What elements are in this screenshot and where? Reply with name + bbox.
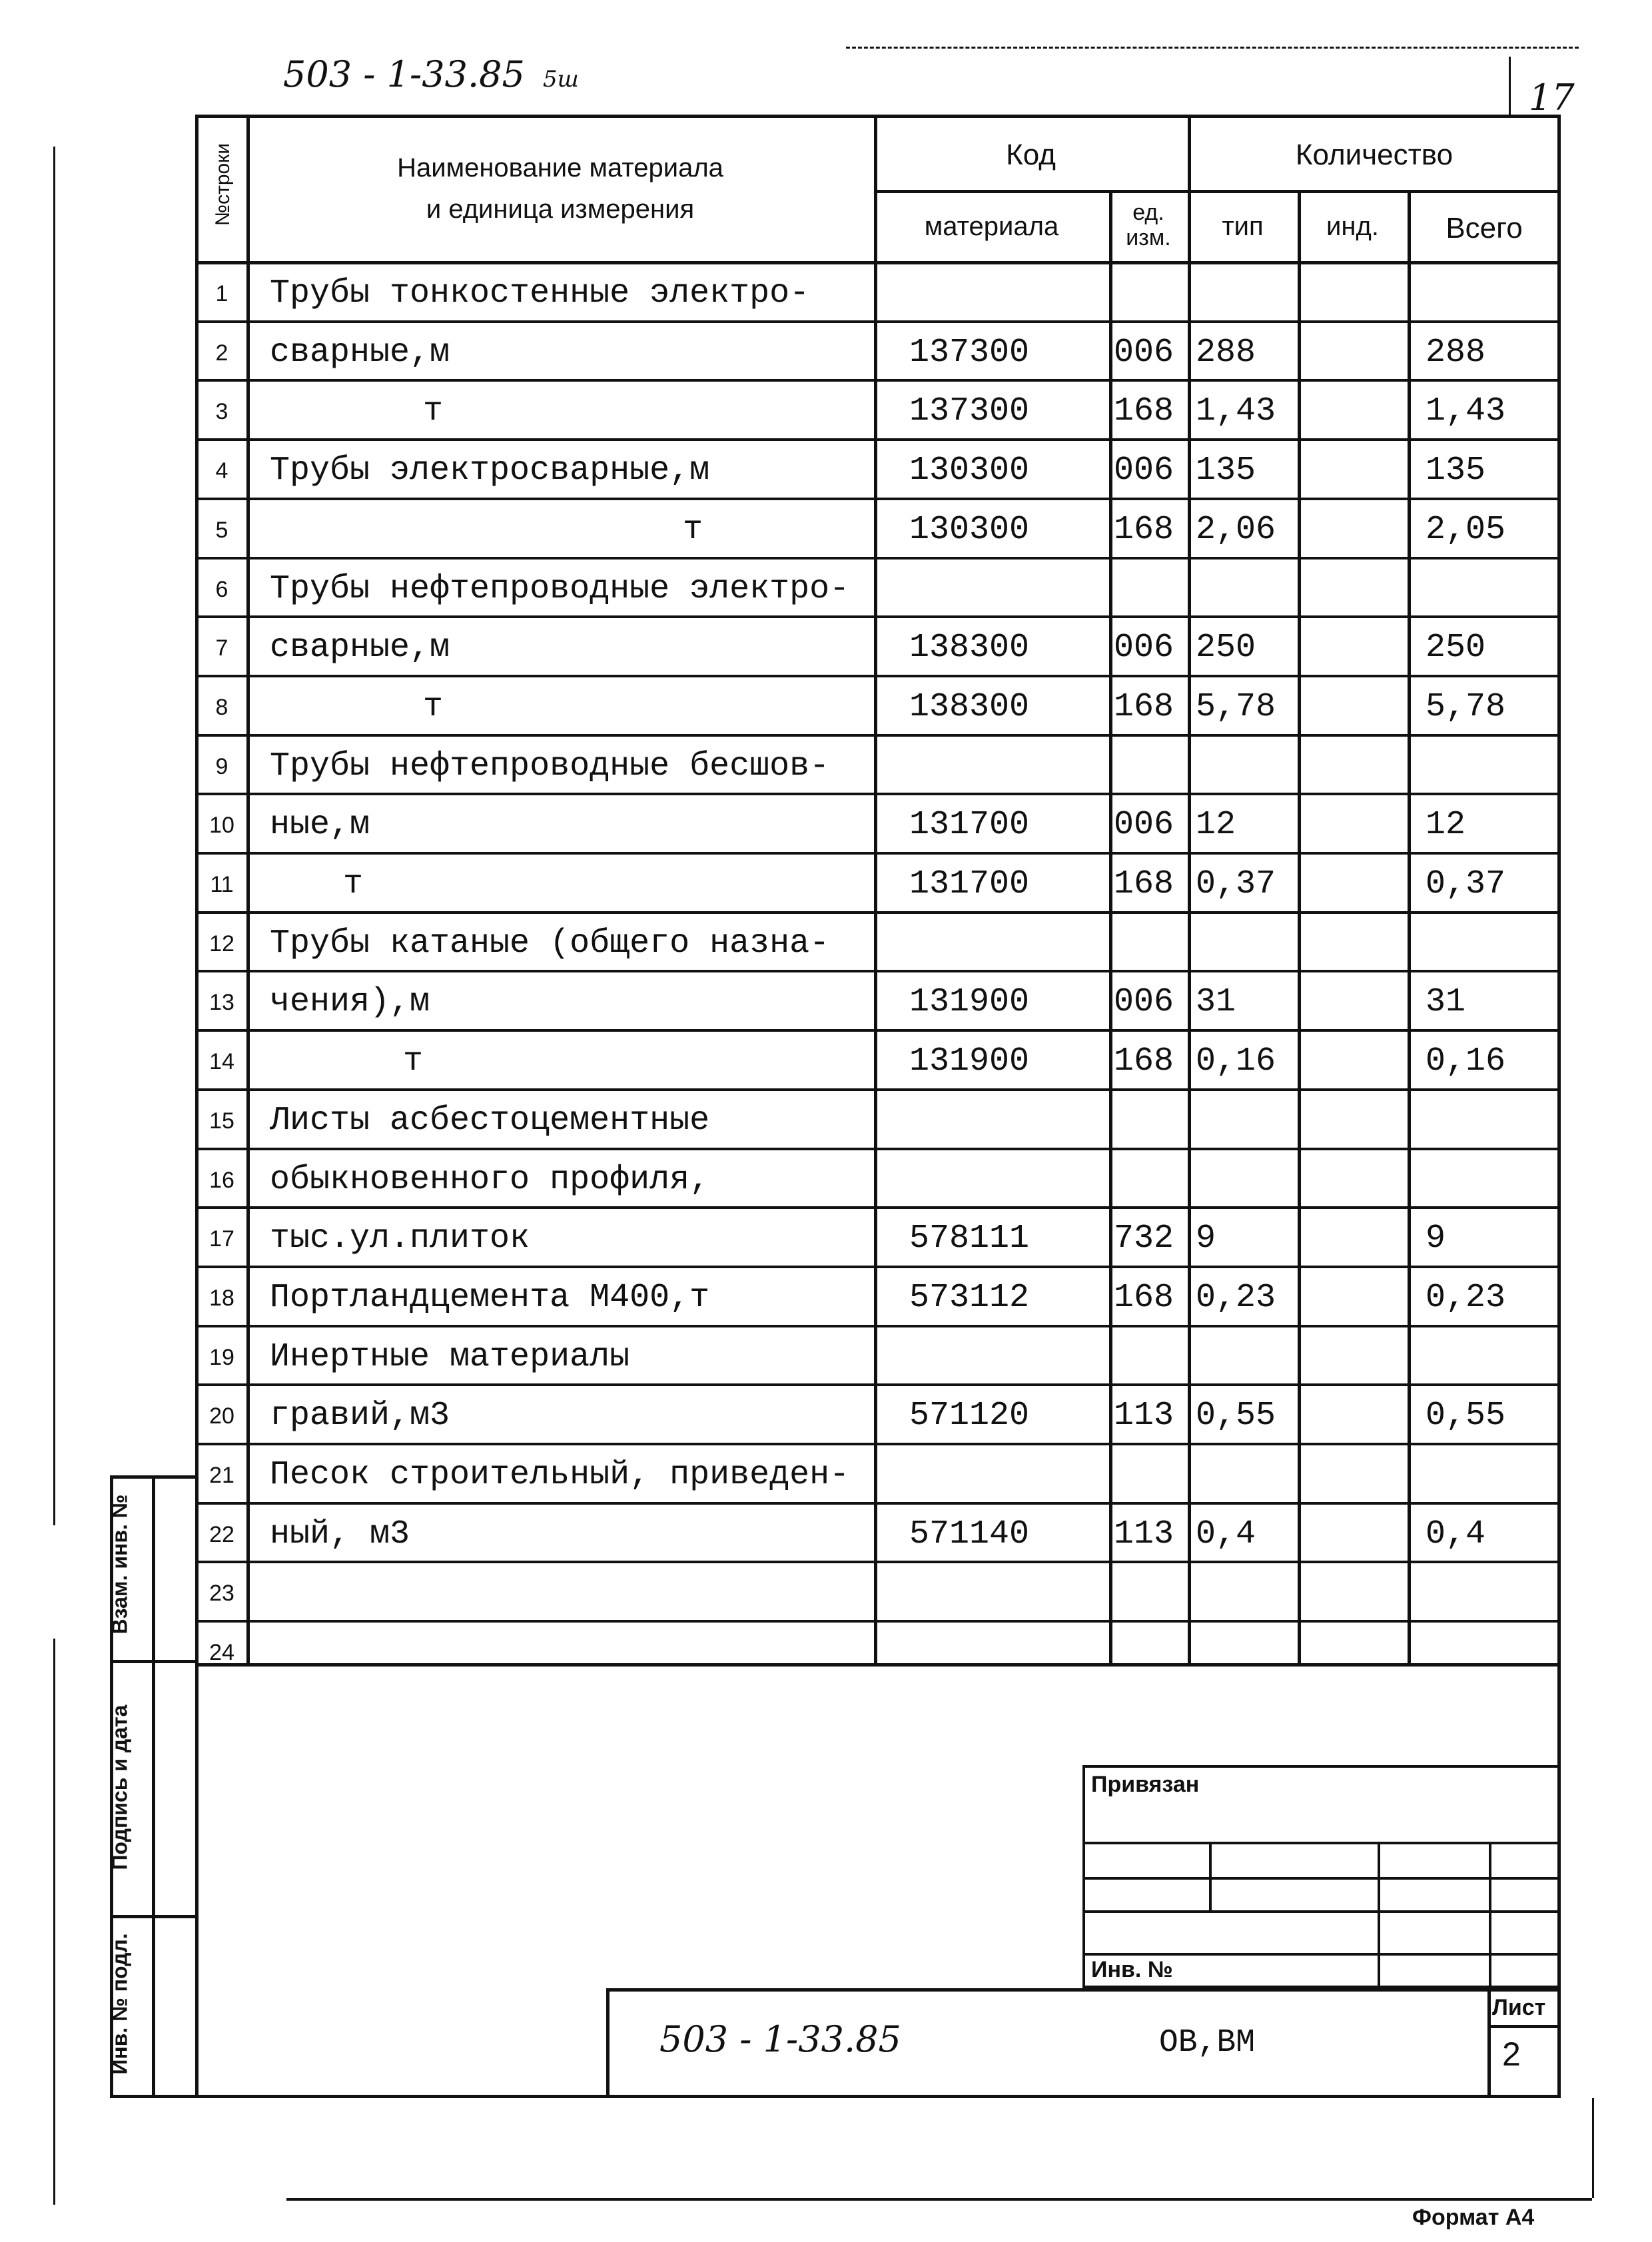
col-qty-type: тип xyxy=(1222,212,1264,241)
cell-name: гравий,м3 xyxy=(270,1397,450,1435)
cell-qty-type: 0,23 xyxy=(1196,1279,1276,1317)
cell-unit: 168 xyxy=(1114,865,1174,903)
col-name-title-line2: и единица измерения xyxy=(426,194,695,224)
cell-code: 578111 xyxy=(909,1220,1030,1258)
privyazan-col-3 xyxy=(1489,1842,1491,1988)
cell-name: сварные,м xyxy=(270,629,450,667)
col-qty-total: Всего xyxy=(1446,212,1523,244)
cell-name: чения),м xyxy=(270,983,430,1021)
page-number-divider xyxy=(1509,57,1511,117)
row-separator xyxy=(195,734,1561,737)
col-name-title-line1: Наименование материала xyxy=(397,153,723,183)
row-separator xyxy=(195,1266,1561,1268)
row-number: 2 xyxy=(215,340,228,366)
cell-code: 571120 xyxy=(909,1397,1030,1435)
row-number: 23 xyxy=(209,1581,234,1606)
cell-name: т xyxy=(423,688,444,726)
row-separator xyxy=(195,970,1561,972)
title-doc-mark: ОВ,ВМ xyxy=(1159,2025,1256,2061)
cell-unit: 006 xyxy=(1114,452,1174,490)
cell-qty-type: 0,16 xyxy=(1196,1042,1276,1080)
cell-qty-total: 0,4 xyxy=(1426,1515,1486,1553)
cell-qty-type: 0,4 xyxy=(1196,1515,1256,1553)
row-separator xyxy=(195,379,1561,382)
row-separator xyxy=(195,1561,1561,1563)
cell-name: Трубы электросварные,м xyxy=(270,452,710,490)
cell-qty-type: 12 xyxy=(1196,806,1236,844)
cell-unit: 168 xyxy=(1114,688,1174,726)
cell-qty-total: 0,55 xyxy=(1426,1397,1506,1435)
row-number: 9 xyxy=(215,754,228,779)
row-number: 13 xyxy=(209,990,234,1015)
col-line-code xyxy=(874,115,877,1667)
row-number: 20 xyxy=(209,1403,234,1429)
header-doc-code-suffix: 5ш xyxy=(543,66,579,93)
cell-qty-type: 288 xyxy=(1196,334,1256,372)
cell-qty-type: 0,37 xyxy=(1196,865,1276,903)
row-separator xyxy=(195,1383,1561,1386)
cell-code: 138300 xyxy=(909,688,1030,726)
cell-qty-type: 135 xyxy=(1196,452,1256,490)
row-separator xyxy=(195,793,1561,795)
cell-name: Трубы нефтепроводные бесшов- xyxy=(270,747,830,785)
row-number: 18 xyxy=(209,1286,234,1311)
row-separator xyxy=(195,438,1561,441)
cell-name: сварные,м xyxy=(270,334,450,372)
row-number: 7 xyxy=(215,635,228,661)
cell-qty-type: 31 xyxy=(1196,983,1236,1021)
cell-name: Песок строительный, приведен- xyxy=(270,1456,850,1494)
col-code-title: Код xyxy=(1006,139,1056,171)
cell-qty-total: 5,78 xyxy=(1426,688,1506,726)
cell-code: 131700 xyxy=(909,865,1030,903)
header-subrow-line xyxy=(874,190,1561,193)
cell-qty-type: 1,43 xyxy=(1196,392,1276,430)
row-separator xyxy=(195,1620,1561,1623)
binding-edge-line-lower xyxy=(53,1639,55,2205)
cell-qty-total: 9 xyxy=(1426,1220,1446,1258)
cell-unit: 113 xyxy=(1114,1515,1174,1553)
cell-qty-type: 5,78 xyxy=(1196,688,1276,726)
row-separator xyxy=(195,1029,1561,1032)
row-separator xyxy=(195,320,1561,323)
row-number: 12 xyxy=(209,931,234,956)
cell-unit: 168 xyxy=(1114,1279,1174,1317)
col-code-unit: ед. изм. xyxy=(1126,200,1171,250)
cell-name: Листы асбестоцементные xyxy=(270,1102,710,1140)
cell-unit: 113 xyxy=(1114,1397,1174,1435)
row-separator xyxy=(195,557,1561,560)
row-separator xyxy=(195,1088,1561,1091)
row-number: 10 xyxy=(209,813,234,838)
cell-unit: 168 xyxy=(1114,392,1174,430)
cell-name: Инертные материалы xyxy=(270,1338,630,1376)
cell-unit: 732 xyxy=(1114,1220,1174,1258)
cell-name: т xyxy=(423,392,444,430)
footer-right-tick xyxy=(1592,2098,1594,2198)
cell-unit: 006 xyxy=(1114,806,1174,844)
row-number: 19 xyxy=(209,1345,234,1370)
row-separator xyxy=(195,1206,1561,1209)
cell-qty-total: 2,05 xyxy=(1426,511,1506,549)
binding-edge-line xyxy=(53,147,55,1525)
cell-qty-total: 135 xyxy=(1426,452,1486,490)
row-separator xyxy=(195,911,1561,914)
cell-unit: 006 xyxy=(1114,629,1174,667)
side-stamp-sep-1 xyxy=(110,1660,197,1663)
row-number: 17 xyxy=(209,1226,234,1252)
cell-code: 130300 xyxy=(909,511,1030,549)
page-number: 17 xyxy=(1529,77,1575,119)
header-bottom-line xyxy=(195,261,1561,264)
format-label: Формат А4 xyxy=(1412,2205,1535,2230)
cell-qty-total: 12 xyxy=(1426,806,1466,844)
cell-code: 138300 xyxy=(909,629,1030,667)
cell-qty-type: 0,55 xyxy=(1196,1397,1276,1435)
row-separator xyxy=(195,615,1561,618)
title-block-sheet-line xyxy=(1487,2025,1561,2028)
cell-code: 573112 xyxy=(909,1279,1030,1317)
footer-line xyxy=(286,2198,1592,2201)
row-number: 15 xyxy=(209,1108,234,1134)
row-separator xyxy=(195,1443,1561,1445)
row-separator xyxy=(195,498,1561,500)
cell-name: тыс.ул.плиток xyxy=(270,1220,530,1258)
header-doc-code-text: 503 - 1-33.85 xyxy=(283,53,525,95)
cell-code: 571140 xyxy=(909,1515,1030,1553)
row-number-header: №строки xyxy=(212,143,234,226)
row-number: 3 xyxy=(215,399,228,424)
privyazan-col-1 xyxy=(1209,1842,1212,1912)
row-number: 22 xyxy=(209,1522,234,1547)
cell-unit: 168 xyxy=(1114,511,1174,549)
row-number: 5 xyxy=(215,518,228,543)
row-number: 21 xyxy=(209,1463,234,1488)
cell-qty-total: 1,43 xyxy=(1426,392,1506,430)
title-block-sheet-divider xyxy=(1487,1988,1491,2098)
cell-name: т xyxy=(343,865,364,903)
cell-unit: 006 xyxy=(1114,983,1174,1021)
cell-qty-type: 2,06 xyxy=(1196,511,1276,549)
col-qty-ind: инд. xyxy=(1326,212,1379,241)
side-stamp-vzam-inv: Взам. инв. № xyxy=(107,1494,132,1635)
row-number: 24 xyxy=(209,1640,234,1665)
side-stamp-podpis-data: Подпись и дата xyxy=(107,1704,132,1870)
side-stamp-divider xyxy=(152,1475,155,2098)
cell-name: обыкновенного профиля, xyxy=(270,1161,710,1199)
cell-code: 130300 xyxy=(909,452,1030,490)
side-stamp-inv-podl: Инв. № подл. xyxy=(107,1933,132,2075)
row-number: 16 xyxy=(209,1168,234,1193)
cell-name: Трубы нефтепроводные электро- xyxy=(270,570,850,608)
privyazan-label: Привязан xyxy=(1091,1772,1200,1797)
cell-name: ные,м xyxy=(270,806,370,844)
row-separator xyxy=(195,1148,1561,1150)
cell-unit: 168 xyxy=(1114,1042,1174,1080)
cell-name: Трубы катаные (общего назна- xyxy=(270,925,830,962)
cell-name: т xyxy=(403,1042,424,1080)
col-line-qty xyxy=(1188,115,1191,1667)
cell-code: 131900 xyxy=(909,983,1030,1021)
top-rule xyxy=(846,47,1579,49)
row-separator xyxy=(195,1502,1561,1505)
cell-qty-total: 31 xyxy=(1426,983,1466,1021)
row-number: 4 xyxy=(215,458,228,484)
row-separator xyxy=(195,1325,1561,1327)
row-separator xyxy=(195,852,1561,855)
cell-qty-total: 0,16 xyxy=(1426,1042,1506,1080)
row-number: 14 xyxy=(209,1049,234,1074)
privyazan-col-2 xyxy=(1378,1842,1380,1988)
cell-code: 137300 xyxy=(909,334,1030,372)
sheet-label: Лист xyxy=(1492,1995,1546,2020)
row-number: 11 xyxy=(210,872,234,897)
cell-qty-type: 250 xyxy=(1196,629,1256,667)
cell-qty-total: 0,37 xyxy=(1426,865,1506,903)
sheet-value: 2 xyxy=(1502,2036,1521,2073)
title-doc-code: 503 - 1-33.85 xyxy=(659,2018,901,2060)
col-qty-title: Количество xyxy=(1295,139,1453,171)
cell-code: 131900 xyxy=(909,1042,1030,1080)
cell-code: 131700 xyxy=(909,806,1030,844)
cell-name: Трубы тонкостенные электро- xyxy=(270,274,810,312)
cell-name: т xyxy=(683,511,703,549)
cell-qty-total: 250 xyxy=(1426,629,1486,667)
row-separator xyxy=(195,675,1561,677)
row-number: 1 xyxy=(215,281,228,306)
header-doc-code xyxy=(283,53,579,95)
col-code-material: материала xyxy=(924,212,1059,241)
cell-qty-total: 0,23 xyxy=(1426,1279,1506,1317)
row-number: 6 xyxy=(215,577,228,602)
cell-code: 137300 xyxy=(909,392,1030,430)
cell-name: Портландцемента М400,т xyxy=(270,1279,710,1317)
cell-qty-total: 288 xyxy=(1426,334,1486,372)
cell-unit: 006 xyxy=(1114,334,1174,372)
row-number: 8 xyxy=(215,695,228,720)
inv-no-label: Инв. № xyxy=(1091,1957,1173,1982)
cell-qty-type: 9 xyxy=(1196,1220,1216,1258)
cell-name: ный, м3 xyxy=(270,1515,410,1553)
